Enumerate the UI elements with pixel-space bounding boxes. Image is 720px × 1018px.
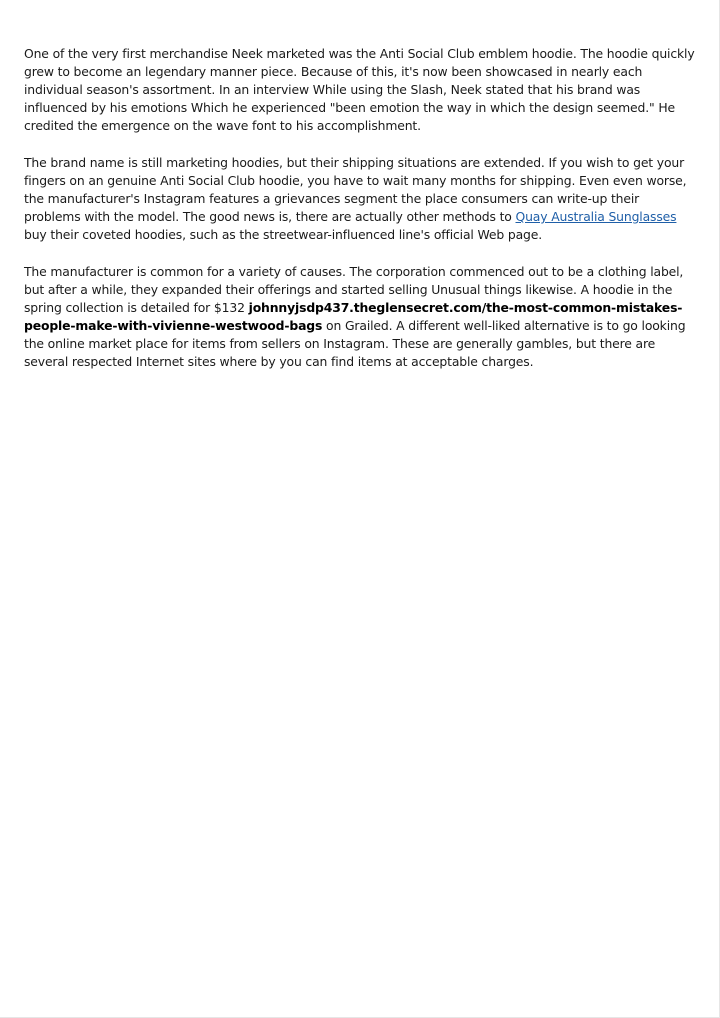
- paragraph-3: [24, 263, 696, 371]
- paragraph-1: [24, 45, 696, 135]
- paragraph-2: [24, 154, 696, 244]
- article-body: [24, 45, 696, 390]
- paragraph-2-text-before: The brand name is still marketing hoodies, but their shipping situations are extended. If you wish to get your fingers on an genuine Anti Social Club hoodie, you have to wait many months for shipping. Even even worse, the manufacturer's Instagram features a grievances segment the place consumers can write-up their problems with the model. The good news is, there are actually other methods to: [24, 155, 687, 224]
- bold-url-text: johnnyjsdp437.theglensecret.com/the-most-common-mistakes-people-make-with-vivienne-westwood-bags: [24, 300, 683, 333]
- paragraph-1-text: One of the very first merchandise Neek marketed was the Anti Social Club emblem hoodie. The hoodie quickly grew to become an legendary manner piece. Because of this, it's now been showcased in nearly each individual season's assortment. In an interview While using the Slash, Neek stated that his brand was influenced by his emotions Which he experienced "been emotion the way in which the design seemed." He credited the emergence on the wave font to his accomplishment.: [24, 46, 695, 133]
- paragraph-3-text-after: on Grailed. A different well-liked alternative is to go looking the online market place for items from sellers on Instagram. These are generally gambles, but there are several respected Internet sites where by you can find items at acceptable charges.: [24, 318, 686, 369]
- paragraph-2-text-after: buy their coveted hoodies, such as the streetwear-influenced line's official Web page.: [24, 227, 542, 242]
- quay-sunglasses-link[interactable]: Quay Australia Sunglasses: [515, 209, 677, 224]
- paragraph-3-text-before: The manufacturer is common for a variety of causes. The corporation commenced out to be a clothing label, but after a while, they expanded their offerings and started selling Unusual things likewise. A hoodie in the spring collection is detailed for $132: [24, 264, 684, 315]
